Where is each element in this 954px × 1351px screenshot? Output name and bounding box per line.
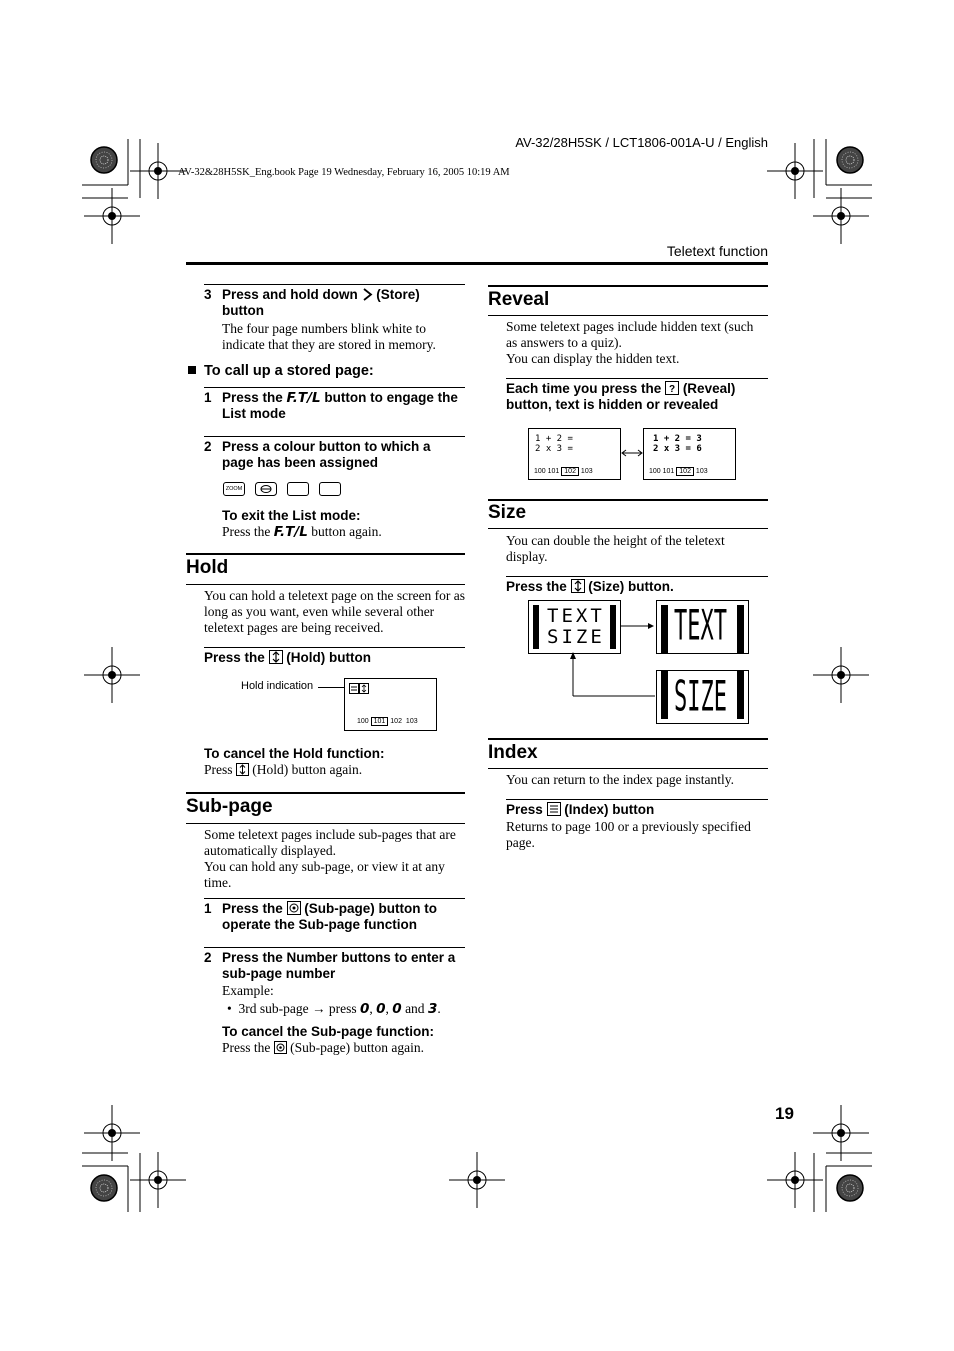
hold-page-row: 100 101 102 103 [357,718,418,725]
toggle-arrow-icon [621,448,643,458]
cancel-subpage-heading: To cancel the Sub-page function: [222,1024,435,1039]
size-intro: You can double the height of the teletext display. [506,533,725,564]
reveal-heading: Reveal [488,289,550,310]
colour-buttons [223,482,341,500]
section-title: Teletext function [666,243,768,259]
hold-heading: Hold [186,557,229,578]
reveal-hidden-screen: 1 + 2 = 2 x 3 = 100 101 102 103 [528,428,621,480]
section-rule [488,738,768,740]
svg-text:?: ? [669,384,676,395]
divider [186,584,465,585]
cancel-hold-heading: To cancel the Hold function: [204,746,385,761]
index-button-icon [547,802,561,816]
size-heading: Size [488,502,527,523]
index-heading: Index [488,742,538,763]
subpage-example-label: Example: [222,983,274,998]
section-rule [186,792,465,794]
store-arrow-icon [362,288,373,301]
hold-button-icon [236,763,249,776]
step-number: 3 [204,287,212,302]
index-intro: You can return to the index page instantly. [506,772,734,787]
call-up-heading: To call up a stored page: [188,363,374,379]
exit-list-heading: To exit the List mode: [222,508,361,523]
section-rule [488,285,768,287]
divider [506,799,768,800]
zoom-button-icon: ZOOM [223,482,245,496]
divider [204,947,465,948]
size-double-bottom-screen: SIZE [656,670,749,724]
divider [506,378,768,379]
subpage-button-icon [274,1041,287,1054]
store-step-title: Press and hold down (Store) button [222,287,420,318]
hold-press: Press the (Hold) button [204,650,372,665]
reveal-press: Each time you press the ? (Reveal) button, text is hidden or revealed [506,381,736,412]
divider [506,576,768,577]
subpage-intro: Some teletext pages include sub-pages that are automatically displayed. You can hold any sub-page, or view it at any time. [204,827,456,890]
section-rule [186,553,465,555]
hold-screen [344,678,437,731]
size-normal-screen: TEXT SIZE [528,600,621,654]
store-step-body: The four page numbers blink white to indicate that they are stored in memory. [222,321,436,352]
divider [204,387,465,388]
size-double-top-screen: TEXT [656,600,749,654]
section-rule [488,499,768,501]
divider [186,823,465,824]
divider [488,528,768,529]
step-number: 1 [204,901,212,916]
size-press: Press the (Size) button. [506,579,674,594]
hold-indicator-icon [349,683,369,694]
subpage-example-bullet: • 3rd sub-page → press 0, 0, 0 and 3. [227,1001,441,1017]
step-number: 1 [204,390,212,405]
colour-button-blank-icon [287,482,309,496]
subpage-step1-title: Press the (Sub-page) button to operate the Sub-page function [222,901,438,932]
hold-indication-label: Hold indication [241,680,314,692]
reveal-shown-screen: 1 + 2 = 3 2 x 3 = 6 100 101 102 103 [643,428,736,480]
model-header: AV-32/28H5SK / LCT1806-001A-U / English [515,135,768,150]
hold-intro: You can hold a teletext page on the screen for as long as you want, even while several other teletext pages are being received. [204,588,466,635]
size-cycle-arrows [560,620,670,700]
divider [204,898,465,899]
colour-step-title: Press a colour button to which a page has been assigned [222,439,431,470]
cancel-hold-body: Press (Hold) button again. [204,762,363,777]
reveal-intro: Some teletext pages include hidden text (such as answers to a quiz). You can display the hidden text. [506,319,754,366]
subpage-heading: Sub-page [186,796,273,817]
step-number: 2 [204,439,212,454]
bullet-square-icon [188,366,196,374]
book-info: AV-32&28H5SK_Eng.book Page 19 Wednesday, February 16, 2005 10:19 AM [178,167,510,178]
cancel-subpage-body: Press the (Sub-page) button again. [222,1040,424,1055]
colour-button-blank-icon [319,482,341,496]
divider [204,284,465,285]
subpage-step2-title: Press the Number buttons to enter a sub-page number [222,950,456,981]
exit-list-body: Press the F.T/L button again. [222,524,382,540]
ftl-key: F.T/L [286,390,321,406]
hold-button-icon [269,650,283,664]
reveal-button-icon [665,381,679,395]
index-body: Returns to page 100 or a previously specified page. [506,819,751,850]
subpage-button-icon [287,901,301,915]
page-number: 19 [775,1104,794,1123]
divider [488,768,768,769]
subtitle-button-icon [255,482,277,496]
list-mode-step-title: Press the F.T/L button to engage the List mode [222,390,458,421]
header-rule [186,262,768,265]
divider [488,315,768,316]
size-button-icon [571,579,585,593]
divider [204,647,465,648]
step-number: 2 [204,950,212,965]
index-press: Press (Index) button [506,802,655,817]
divider [204,436,465,437]
